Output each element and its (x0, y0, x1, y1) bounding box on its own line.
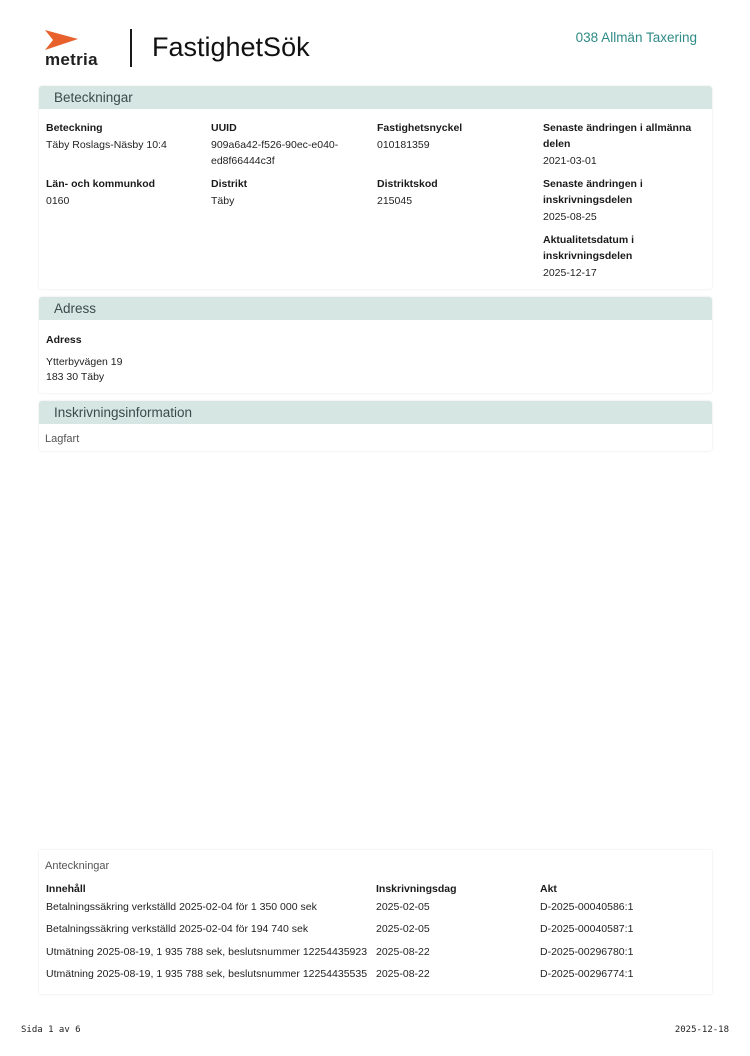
metria-arrow-icon (44, 28, 80, 52)
fastighetsnyckel-value: 010181359 (377, 139, 430, 151)
inskrivningsdag-cell: 2025-02-05 (376, 901, 430, 913)
inskrivningsdag-cell: 2025-08-22 (376, 946, 430, 958)
inskrivningsdag-cell: 2025-02-05 (376, 923, 430, 935)
lan-kommunkod-value: 0160 (46, 195, 70, 207)
senaste-allmanna-value: 2021-03-01 (543, 155, 597, 167)
distrikt-value: Täby (211, 195, 235, 207)
adress-label: Adress (46, 334, 82, 346)
adress-line2: 183 30 Täby (46, 371, 105, 383)
distriktskod-value: 215045 (377, 195, 413, 207)
senaste-allmanna-label-line1: Senaste ändringen i allmänna (543, 122, 692, 134)
print-date: 2025-12-18 (674, 1025, 729, 1035)
uuid-label: UUID (211, 122, 237, 134)
section-anteckningar (39, 850, 712, 994)
column-header-innehall: Innehåll (46, 883, 86, 895)
uuid-value-line2: ed8f66444c3f (211, 155, 275, 167)
innehall-cell: Utmätning 2025-08-19, 1 935 788 sek, beslutsnummer 12254435535 (46, 968, 368, 980)
adress-line1: Ytterbyvägen 19 (46, 356, 123, 368)
header-divider (130, 29, 132, 67)
anteckningar-label: Anteckningar (45, 860, 110, 872)
lan-kommunkod-label: Län- och kommunkod (46, 178, 156, 190)
akt-cell: D-2025-00296780:1 (540, 946, 634, 958)
section-title: Beteckningar (39, 86, 712, 109)
logo-text: metria (45, 50, 98, 69)
beteckning-value: Täby Roslags-Näsby 10:4 (46, 139, 167, 151)
senaste-allmanna-label-line2: delen (543, 138, 571, 150)
aktualitetsdatum-label-line2: inskrivningsdelen (543, 250, 633, 262)
metria-logo (44, 28, 104, 70)
senaste-inskrivning-value: 2025-08-25 (543, 211, 597, 223)
akt-cell: D-2025-00040587:1 (540, 923, 634, 935)
column-header-akt: Akt (540, 883, 557, 895)
document-type: 038 Allmän Taxering (575, 30, 697, 45)
innehall-cell: Betalningssäkring verkställd 2025-02-04 för 1 350 000 sek (46, 901, 317, 913)
section-title: Inskrivningsinformation (39, 401, 712, 424)
innehall-cell: Betalningssäkring verkställd 2025-02-04 för 194 740 sek (46, 923, 309, 935)
app-title: FastighetSök (152, 32, 310, 62)
akt-cell: D-2025-00040586:1 (540, 901, 634, 913)
inskrivningsdag-cell: 2025-08-22 (376, 968, 430, 980)
beteckning-label: Beteckning (46, 122, 103, 134)
section-adress (39, 297, 712, 393)
senaste-inskrivning-label-line2: inskrivningsdelen (543, 194, 633, 206)
section-inskrivningsinformation (39, 401, 712, 451)
section-beteckningar (39, 86, 712, 289)
distriktskod-label: Distriktskod (377, 178, 438, 190)
aktualitetsdatum-value: 2025-12-17 (543, 267, 597, 279)
distrikt-label: Distrikt (211, 178, 248, 190)
fastighetsnyckel-label: Fastighetsnyckel (377, 122, 463, 134)
akt-cell: D-2025-00296774:1 (540, 968, 634, 980)
aktualitetsdatum-label-line1: Aktualitetsdatum i (543, 234, 635, 246)
uuid-value-line1: 909a6a42-f526-90ec-e040- (211, 139, 339, 151)
innehall-cell: Utmätning 2025-08-19, 1 935 788 sek, beslutsnummer 12254435923 (46, 946, 368, 958)
page-number: Sida 1 av 6 (21, 1025, 81, 1035)
column-header-inskrivningsdag: Inskrivningsdag (376, 883, 457, 895)
section-title: Adress (39, 297, 712, 320)
lagfart-label: Lagfart (45, 433, 80, 445)
senaste-inskrivning-label-line1: Senaste ändringen i (543, 178, 643, 190)
